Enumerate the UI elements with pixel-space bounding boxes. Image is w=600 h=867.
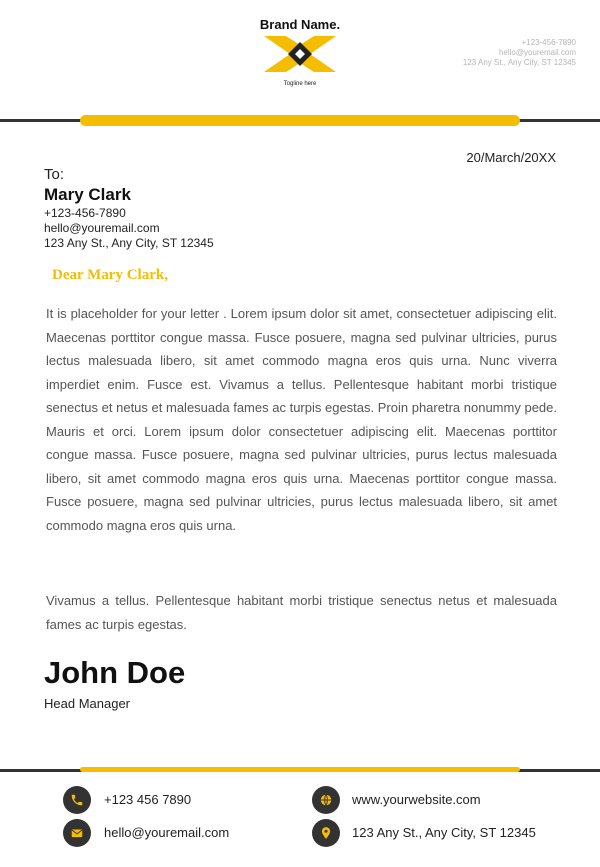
header-address: 123 Any St., Any City, ST 12345 bbox=[462, 58, 576, 67]
signature-name: John Doe bbox=[44, 655, 186, 690]
footer-address: 123 Any St., Any City, ST 12345 bbox=[352, 825, 536, 840]
brand-name: Brand Name. bbox=[259, 17, 341, 32]
body-paragraph-2: Vivamus a tellus. Pellentesque habitant morbi tristique senectus netus et malesuada fames ac turpis egestas. bbox=[46, 593, 557, 632]
header-accent-bar bbox=[80, 115, 520, 126]
globe-icon bbox=[312, 786, 340, 814]
recipient-email: hello@youremail.com bbox=[44, 221, 160, 235]
brand-logo-icon bbox=[264, 36, 336, 72]
greeting: Dear Mary Clark, bbox=[52, 267, 168, 283]
to-label: To: bbox=[44, 166, 65, 183]
recipient-address: 123 Any St., Any City, ST 12345 bbox=[44, 236, 214, 250]
recipient-phone: +123-456-7890 bbox=[44, 206, 126, 220]
tagline: Togline here bbox=[283, 81, 317, 87]
footer-website[interactable]: www.yourwebsite.com bbox=[352, 792, 481, 807]
header-email: hello@youremail.com bbox=[498, 48, 576, 57]
footer-email[interactable]: hello@youremail.com bbox=[104, 825, 230, 840]
phone-icon bbox=[63, 786, 91, 814]
footer-phone: +123 456 7890 bbox=[104, 792, 192, 807]
header-contact bbox=[463, 38, 576, 68]
mail-icon bbox=[63, 819, 91, 847]
header-phone: +123-456-7890 bbox=[521, 38, 576, 47]
footer-accent-bar bbox=[80, 767, 520, 772]
recipient-name: Mary Clark bbox=[44, 185, 131, 204]
letter-date: 20/March/20XX bbox=[466, 150, 556, 165]
signature-title: Head Manager bbox=[44, 696, 130, 711]
body-paragraph-1: It is placeholder for your letter . Lorem ipsum dolor sit amet, consectetuer adipiscing elit. Maecenas porttitor congue massa. Fusce posuere, magna sed pulvinar ultricies, purus lectus malesuada libero, sit amet commodo magna eros quis urna. Nunc viverra imperdiet enim. Fusce est. Vivamus a tellus. Pellentesque habitant morbi tristique senectus et netus et malesuada fames ac turpis egestas. Proin pharetra nonummy pede. Mauris et orci. Lorem ipsum dolor consectetuer adipiscing elit. Maecenas porttitor congue massa. Fusce posuere, magna sed pulvinar ultricies, purus lectus malesuada libero, sit amet commodo magna eros quis urna. Maecenas porttitor congue massa. Fusce posuere, magna sed pulvinar ultricies, purus lectus malesuada libero, sit amet commodo magna eros quis urna. bbox=[46, 306, 557, 533]
location-pin-icon bbox=[312, 819, 340, 847]
